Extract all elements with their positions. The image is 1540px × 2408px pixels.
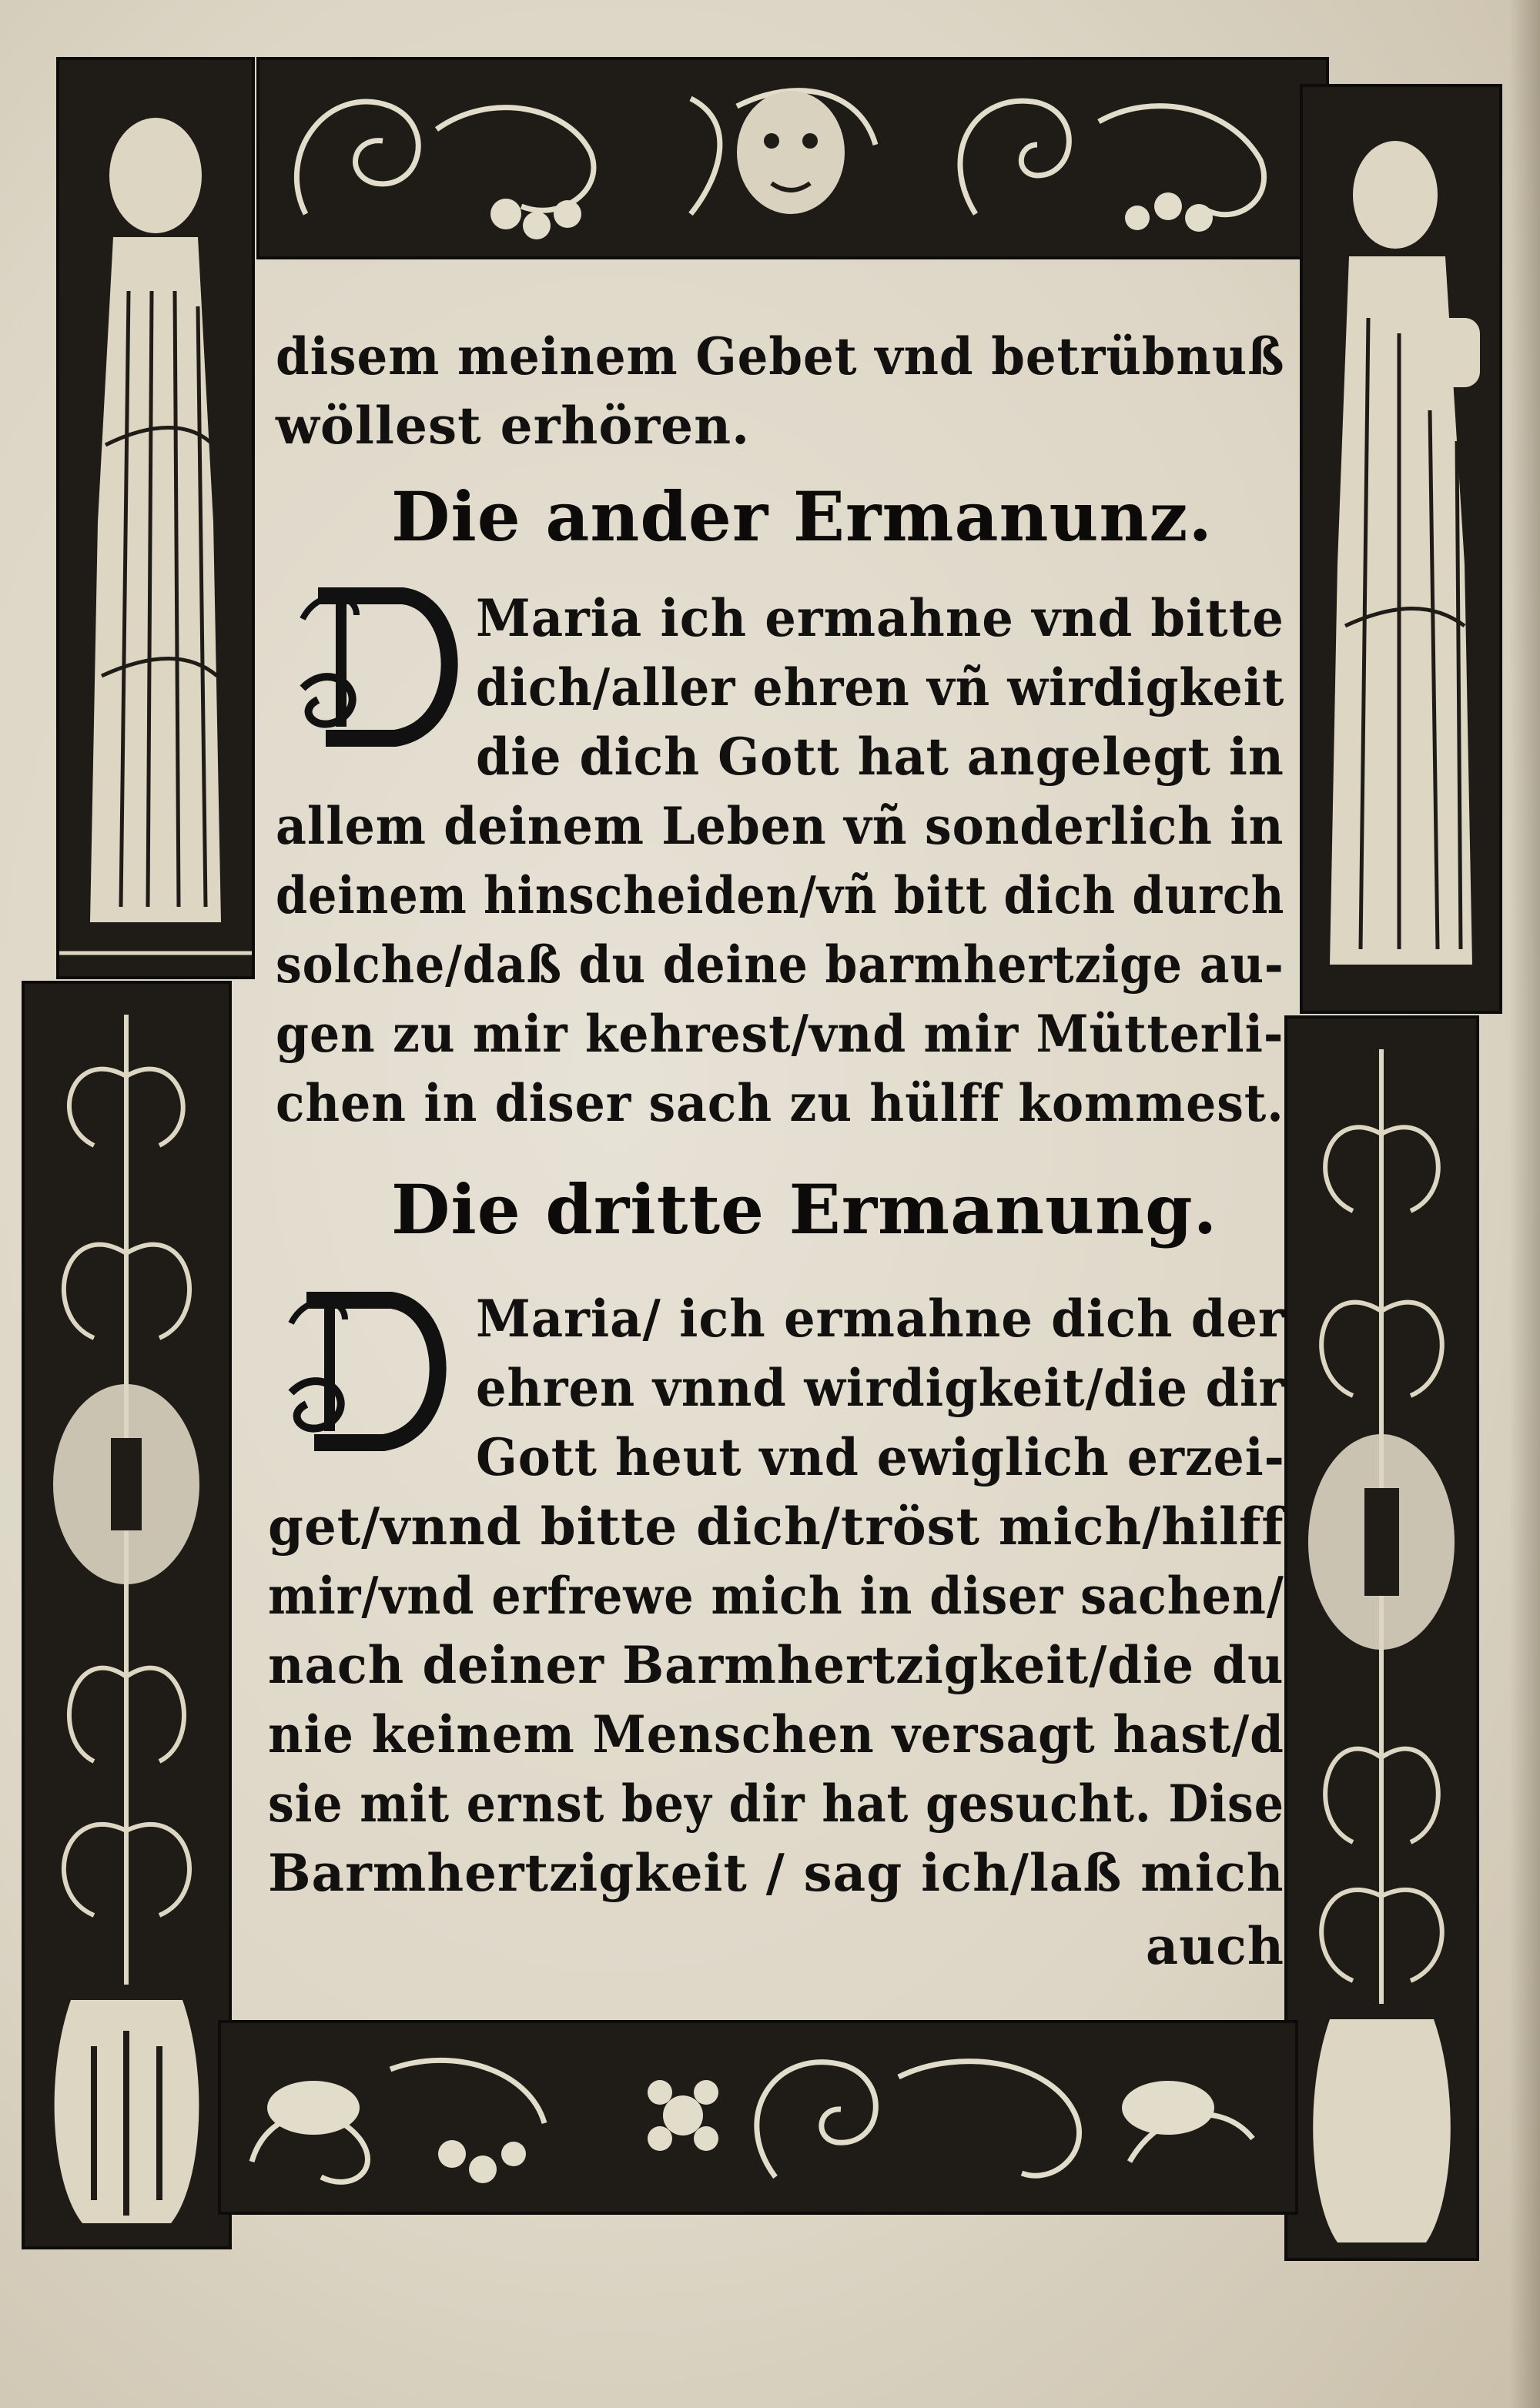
section-heading: Die dritte Ermanung.: [391, 1169, 1218, 1249]
woodcut-border-right-figure: [1300, 84, 1502, 1014]
woodcut-frame: [22, 49, 1500, 2282]
page-text: [253, 253, 1300, 2016]
text-line: solche/daß du deine barmhertzige au-: [276, 935, 1284, 995]
text-line: allem deinem Leben vñ sonderlich in: [276, 796, 1284, 856]
text-line: Maria ich ermahne vnd bitte: [476, 588, 1284, 648]
text-line: deinem hinscheiden/vñ bitt dich durch: [276, 865, 1285, 925]
woodcut-border-right-foliage: [1284, 1015, 1479, 2261]
text-line: nie keinem Menschen versagt hast/d: [268, 1704, 1284, 1764]
text-line: dich/aller ehren vñ wirdigkeit: [476, 657, 1285, 717]
woodcut-border-left-foliage: [22, 981, 232, 2249]
text-line: Barmhertzigkeit / sag ich/laß mich: [268, 1843, 1284, 1903]
text-line: Gott heut vnd ewiglich erzei-: [476, 1427, 1285, 1487]
text-line: die dich Gott hat angelegt in: [476, 727, 1284, 787]
text-line: Maria/ ich ermahne dich der: [476, 1289, 1285, 1349]
text-line: mir/vnd erfrewe mich in diser sachen/: [268, 1566, 1284, 1626]
decorative-initial-icon: [276, 1277, 453, 1454]
decorative-initial-icon: [287, 573, 464, 750]
text-line: wöllest erhören.: [276, 396, 751, 456]
woodcut-border-top: [256, 57, 1329, 259]
text-line: get/vnnd bitte dich/tröst mich/hilff: [268, 1497, 1284, 1557]
woodcut-border-left-figure: [56, 57, 255, 979]
text-line: nach deiner Barmhertzigkeit/die du: [268, 1635, 1284, 1695]
text-line: gen zu mir kehrest/vnd mir Mütterli-: [276, 1004, 1284, 1064]
text-line: chen in diser sach zu hülff kommest.: [276, 1073, 1284, 1133]
text-line: ehren vnnd wirdigkeit/die dir: [476, 1358, 1285, 1418]
section-heading: Die ander Ermanunz.: [391, 477, 1214, 557]
text-line: sie mit ernst bey dir hat gesucht. Dise: [268, 1774, 1284, 1834]
text-line: disem meinem Gebet vnd betrübnuß: [276, 326, 1285, 386]
woodcut-border-bottom: [218, 2020, 1298, 2215]
catchword: auch: [1146, 1916, 1284, 1976]
page-edge-shadow: [1509, 0, 1540, 2408]
